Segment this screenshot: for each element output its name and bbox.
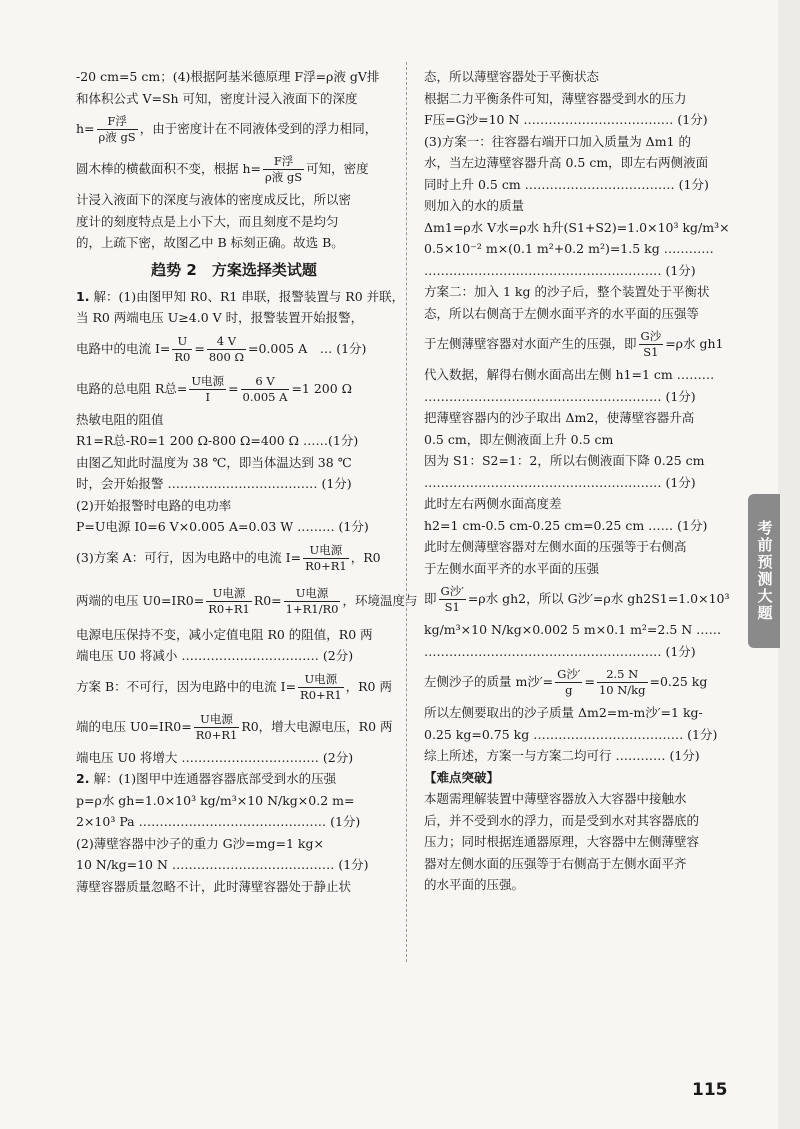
question-text: 解：(1)图甲中连通器容器底部受到水的压强 <box>93 771 337 786</box>
numerator: U <box>172 334 192 350</box>
formula-prefix: 方案 B：不可行，因为电路中的电流 I= <box>76 678 297 694</box>
numerator: 6 V <box>241 374 290 390</box>
formula-line <box>424 662 742 702</box>
text-line: kg/m³×10 N/kg×0.002 5 m×0.1 m²=2.5 N …… <box>424 622 722 637</box>
formula-suffix: =0.25 kg <box>649 674 708 689</box>
text-line: -20 cm=5 cm；(4)根据阿基米德原理 F浮=ρ液 gV排 <box>76 69 380 84</box>
formula-suffix: ，R0 <box>350 549 381 565</box>
formula-suffix: =ρ水 gh2，所以 G沙′=ρ水 gh2S1=1.0×10³ <box>467 591 730 606</box>
formula-line <box>424 579 742 619</box>
numerator: F浮 <box>263 154 304 170</box>
denominator: R0 <box>174 349 191 364</box>
formula-suffix: 可知，密度 <box>306 161 369 176</box>
numerator: U电源 <box>298 672 344 688</box>
numerator: U电源 <box>284 586 341 602</box>
text-line: (2)开始报警时电路的电功率 <box>76 497 232 513</box>
text-line: (3)方案一：往容器右端开口加入质量为 Δm1 的 <box>424 133 691 149</box>
question-1-line <box>76 286 405 308</box>
formula-prefix: 于左侧薄壁容器对水面产生的压强，即 <box>424 336 637 351</box>
text-line: 于左侧水面平齐的水平面的压强 <box>424 560 600 576</box>
text-line: 0.5 cm，即左侧液面上升 0.5 cm <box>424 431 614 447</box>
text-line: 时，会开始报警 ……………………………… (1分) <box>76 476 352 491</box>
fraction <box>298 672 344 703</box>
numerator: U电源 <box>191 373 225 388</box>
text-line: 端电压 U0 将减小 …………………………… (2分) <box>76 648 354 663</box>
formula-suffix: ，由于密度计在不同液体受到的浮力相同， <box>139 121 378 136</box>
denominator: ρ液 gS <box>265 170 303 184</box>
text-line: 同时上升 0.5 cm ……………………………… (1分) <box>424 176 709 192</box>
text-line: 当 R0 两端电压 U≥4.0 V 时，报警装置开始报警， <box>76 310 364 325</box>
text-line: 的，上疏下密，故图乙中 B 标刻正确。故选 B。 <box>76 235 344 250</box>
page-edge-strip <box>778 0 800 1129</box>
denominator: R0+R1 <box>300 687 342 702</box>
text-line: 电源电压保持不变，减小定值电阻 R0 的阻值，R0 两 <box>76 626 373 642</box>
text-line: 则加入的水的质量 <box>424 198 525 213</box>
fraction <box>597 667 648 698</box>
numerator: 4 V <box>207 334 246 350</box>
formula-mid: = <box>194 340 205 356</box>
formula-prefix: 电路的总电阻 R总= <box>76 380 188 396</box>
formula-line <box>76 578 418 624</box>
formula-line <box>76 538 392 578</box>
note-line: 的水平面的压强。 <box>424 877 525 892</box>
column-divider <box>406 62 407 962</box>
numerator: 2.5 N <box>597 667 648 683</box>
text-line: 0.25 kg=0.75 kg ……………………………… (1分) <box>424 726 718 742</box>
text-line: 薄壁容器质量忽略不计，此时薄壁容器处于静止状 <box>76 878 352 894</box>
text-line: 2×10³ Pa ……………………………………… (1分) <box>76 814 361 829</box>
formula-prefix: 即 <box>424 591 437 606</box>
fraction <box>97 114 138 145</box>
denominator: 10 N/kg <box>598 683 646 697</box>
denominator: g <box>565 683 573 697</box>
note-line: 本题需理解装置中薄壁容器放入大容器中接触水 <box>424 791 687 806</box>
numerator: F浮 <box>97 114 138 130</box>
text-line: (2)薄壁容器中沙子的重力 G沙=mg=1 kg× <box>76 835 324 851</box>
formula-line <box>76 369 392 409</box>
text-line: h2=1 cm-0.5 cm-0.25 cm=0.25 cm …… (1分) <box>424 517 708 533</box>
text-line: ………………………………………………… (1分) <box>424 643 696 659</box>
text-line: 0.5×10⁻² m×(0.1 m²+0.2 m²)=1.5 kg ………… <box>424 241 714 256</box>
numerator: U电源 <box>303 543 349 559</box>
denominator: I <box>205 389 210 404</box>
fraction <box>194 712 240 743</box>
text-line: P=U电源 I0=6 V×0.005 A=0.03 W ……… (1分) <box>76 519 369 534</box>
formula-suffix: R0，增大电源电压，R0 两 <box>241 718 393 734</box>
text-line: ………………………………………………… (1分) <box>424 388 696 404</box>
numerator: U电源 <box>194 712 240 728</box>
text-line: ………………………………………………… (1分) <box>424 474 696 490</box>
denominator: R0+R1 <box>208 601 250 616</box>
text-line: ………………………………………………… (1分) <box>424 262 696 278</box>
formula-prefix: (3)方案 A：可行，因为电路中的电流 I= <box>76 549 302 565</box>
question-number: 1. <box>76 288 90 304</box>
fraction <box>207 334 246 365</box>
denominator: S1 <box>643 345 659 359</box>
right-column <box>424 66 742 896</box>
formula-suffix: =1 200 Ω <box>291 380 353 396</box>
text-line: 所以左侧要取出的沙子质量 Δm2=m-m沙′=1 kg- <box>424 705 703 720</box>
text-line: R1=R总-R0=1 200 Ω-800 Ω=400 Ω ……(1分) <box>76 433 359 448</box>
text-line: 因为 S1：S2=1：2，所以右侧液面下降 0.25 cm <box>424 453 705 468</box>
text-line: 热敏电阻的阻值 <box>76 411 164 427</box>
text-line: 根据二力平衡条件可知，薄壁容器受到水的压力 <box>424 90 687 106</box>
denominator: ρ液 gS <box>98 130 136 144</box>
difficulty-tag: 【难点突破】 <box>424 769 500 785</box>
question-text: 解：(1)由图甲知 R0、R1 串联，报警装置与 R0 并联， <box>93 288 405 304</box>
text-line: 此时左右两侧水面高度差 <box>424 496 562 511</box>
fraction <box>303 543 349 574</box>
numerator: U电源 <box>206 586 252 602</box>
left-column <box>76 66 418 897</box>
text-line: 由图乙知此时温度为 38 ℃，即当体温达到 38 ℃ <box>76 454 352 470</box>
formula-prefix: 两端的电压 U0=IR0= <box>76 592 205 608</box>
denominator: 0.005 A <box>242 389 288 404</box>
fraction <box>241 374 290 405</box>
text-line: 和体积公式 V=Sh 可知，密度计浸入液面下的深度 <box>76 90 358 106</box>
denominator: 1+R1/R0 <box>285 601 339 616</box>
fraction <box>284 586 341 617</box>
formula-line <box>76 667 392 707</box>
numerator: G沙′ <box>557 667 581 681</box>
formula-prefix: 端的电压 U0=IR0= <box>76 718 192 734</box>
side-tab-label: 考前预测大题 <box>755 520 774 622</box>
question-2-line <box>76 768 392 790</box>
text-line: 水，当左边薄壁容器升高 0.5 cm，即左右两侧液面 <box>424 155 709 170</box>
numerator: G沙′ <box>440 584 464 598</box>
fraction <box>263 154 304 185</box>
text-line: p=ρ水 gh=1.0×10³ kg/m³×10 N/kg×0.2 m= <box>76 792 355 808</box>
formula-suffix: ，R0 两 <box>345 678 392 694</box>
formula-mid: R0= <box>253 592 282 608</box>
numerator: G沙 <box>640 329 662 343</box>
denominator: S1 <box>444 600 460 614</box>
fraction <box>206 586 252 617</box>
side-tab <box>748 494 780 648</box>
formula-suffix: ，环境温度与 <box>342 592 418 608</box>
fraction <box>189 374 226 405</box>
denominator: R0+R1 <box>305 558 347 573</box>
formula-prefix: 圆木棒的横截面积不变，根据 h= <box>76 161 261 176</box>
text-line: 10 N/kg=10 N ………………………………… (1分) <box>76 857 369 872</box>
text-line: 方案二：加入 1 kg 的沙子后，整个装置处于平衡状 <box>424 284 710 299</box>
text-line: 把薄壁容器内的沙子取出 Δm2，使薄壁容器升高 <box>424 410 695 425</box>
denominator: 800 Ω <box>208 349 244 364</box>
note-line: 压力；同时根据连通器原理，大容器中左侧薄壁容 <box>424 834 700 849</box>
question-number: 2. <box>76 771 90 786</box>
text-line: Δm1=ρ水 V水=ρ水 h升(S1+S2)=1.0×10³ kg/m³× <box>424 219 730 235</box>
formula-line <box>76 329 392 369</box>
text-line: 端电压 U0 将增大 …………………………… (2分) <box>76 749 354 765</box>
formula-line <box>424 324 742 364</box>
text-line: 此时左侧薄壁容器对左侧水面的压强等于右侧高 <box>424 539 687 554</box>
text-line: 计浸入液面下的深度与液体的密度成反比，所以密 <box>76 192 352 207</box>
text-line: 态，所以右侧高于左侧水面平齐的水平面的压强等 <box>424 305 700 321</box>
denominator: R0+R1 <box>195 727 238 742</box>
page-number: 115 <box>692 1080 728 1100</box>
formula-prefix: 电路中的电流 I= <box>76 340 171 356</box>
text-line: 度计的刻度特点是上小下大，而且刻度不是均匀 <box>76 213 339 229</box>
fraction <box>639 329 664 360</box>
formula-prefix: 左侧沙子的质量 m沙′= <box>424 674 554 689</box>
formula-suffix: =0.005 A … (1分) <box>248 340 367 356</box>
formula-mid: = <box>228 380 239 396</box>
formula-suffix: =ρ水 gh1 <box>665 336 724 351</box>
text-line: 态，所以薄壁容器处于平衡状态 <box>424 69 600 84</box>
note-line: 器对左侧水面的压强等于右侧高于左侧水面平齐 <box>424 855 687 871</box>
fraction <box>555 667 582 698</box>
fraction <box>439 584 466 615</box>
formula-prefix: h= <box>76 121 95 136</box>
section-title: 趋势 2 方案选择类试题 <box>151 260 317 279</box>
text-line: F压=G沙=10 N ……………………………… (1分) <box>424 112 708 127</box>
formula-line <box>76 707 392 747</box>
formula-mid: = <box>584 674 595 689</box>
text-line: 综上所述，方案一与方案二均可行 ………… (1分) <box>424 748 700 763</box>
formula-line <box>76 109 392 149</box>
fraction <box>172 334 192 365</box>
note-line: 后，并不受到水的浮力，而是受到水对其容器底的 <box>424 812 700 828</box>
formula-line <box>76 149 392 189</box>
text-line: 代入数据，解得右侧水面高出左侧 h1=1 cm ……… <box>424 367 715 382</box>
